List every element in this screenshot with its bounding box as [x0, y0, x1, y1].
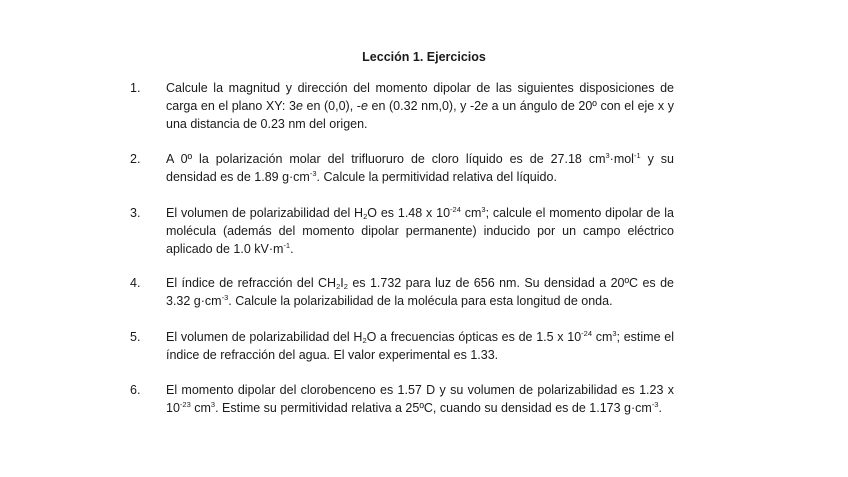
exercise-number: 6. — [130, 383, 141, 397]
exercise-text: El volumen de polarizabilidad del $H_2O$ a frecuencias ópticas es de 1.5 x $10^{-24}$ $cm^3$; estime el índice de refracción del agua. El valor experimental es 1.33. — [166, 329, 674, 362]
exercise-text: Calcule la magnitud y dirección del momento dipolar de las siguientes disposiciones de carga en el plano XY: 3e en (0,0), -e en (0.32 nm,0), y -2e a un ángulo de 20º con el eje x y una distancia de 0.23 nm del origen. — [166, 81, 674, 131]
exercise-text: El momento dipolar del clorobenceno es 1.57 D y su volumen de polarizabilidad es 1.23 x $10^{-23}$ $cm^3$. Estime su permitividad relativa a 25ºC, cuando su densidad es de 1.173 $g\cdot cm^{-3}$. — [166, 383, 674, 415]
exercise-number: 5. — [130, 330, 141, 344]
page-title: Lección 1. Ejercicios — [362, 50, 486, 64]
exercise-number: 3. — [130, 206, 141, 220]
exercise-text: El índice de refracción del $CH_2I_2$ es 1.732 para luz de 656 nm. Su densidad a 20ºC es de 3.32 $g\cdot cm^{-3}$. Calcule la polarizabilidad de la molécula para esta longitud de onda. — [166, 276, 675, 308]
exercise-text: A 0º la polarización molar del trifluoruro de cloro líquido es de 27.18 $cm^3\cdot mol^{-1}$ y su densidad es de 1.89 $g\cdot cm^{-3}$. Calcule la permitividad relativa del líquido. — [166, 151, 674, 184]
exercise-number: 2. — [130, 152, 141, 166]
exercise-number: 4. — [130, 276, 141, 290]
exercise-number: 1. — [130, 81, 141, 95]
exercise-text: El volumen de polarizabilidad del $H_2O$ es 1.48 x $10^{-24}$ $cm^3$; calcule el momento dipolar de la molécula (además del momento dipolar permanente) inducido por un campo eléctrico aplicado de 1.0 $kV\cdot m^{-1}$. — [166, 205, 674, 256]
